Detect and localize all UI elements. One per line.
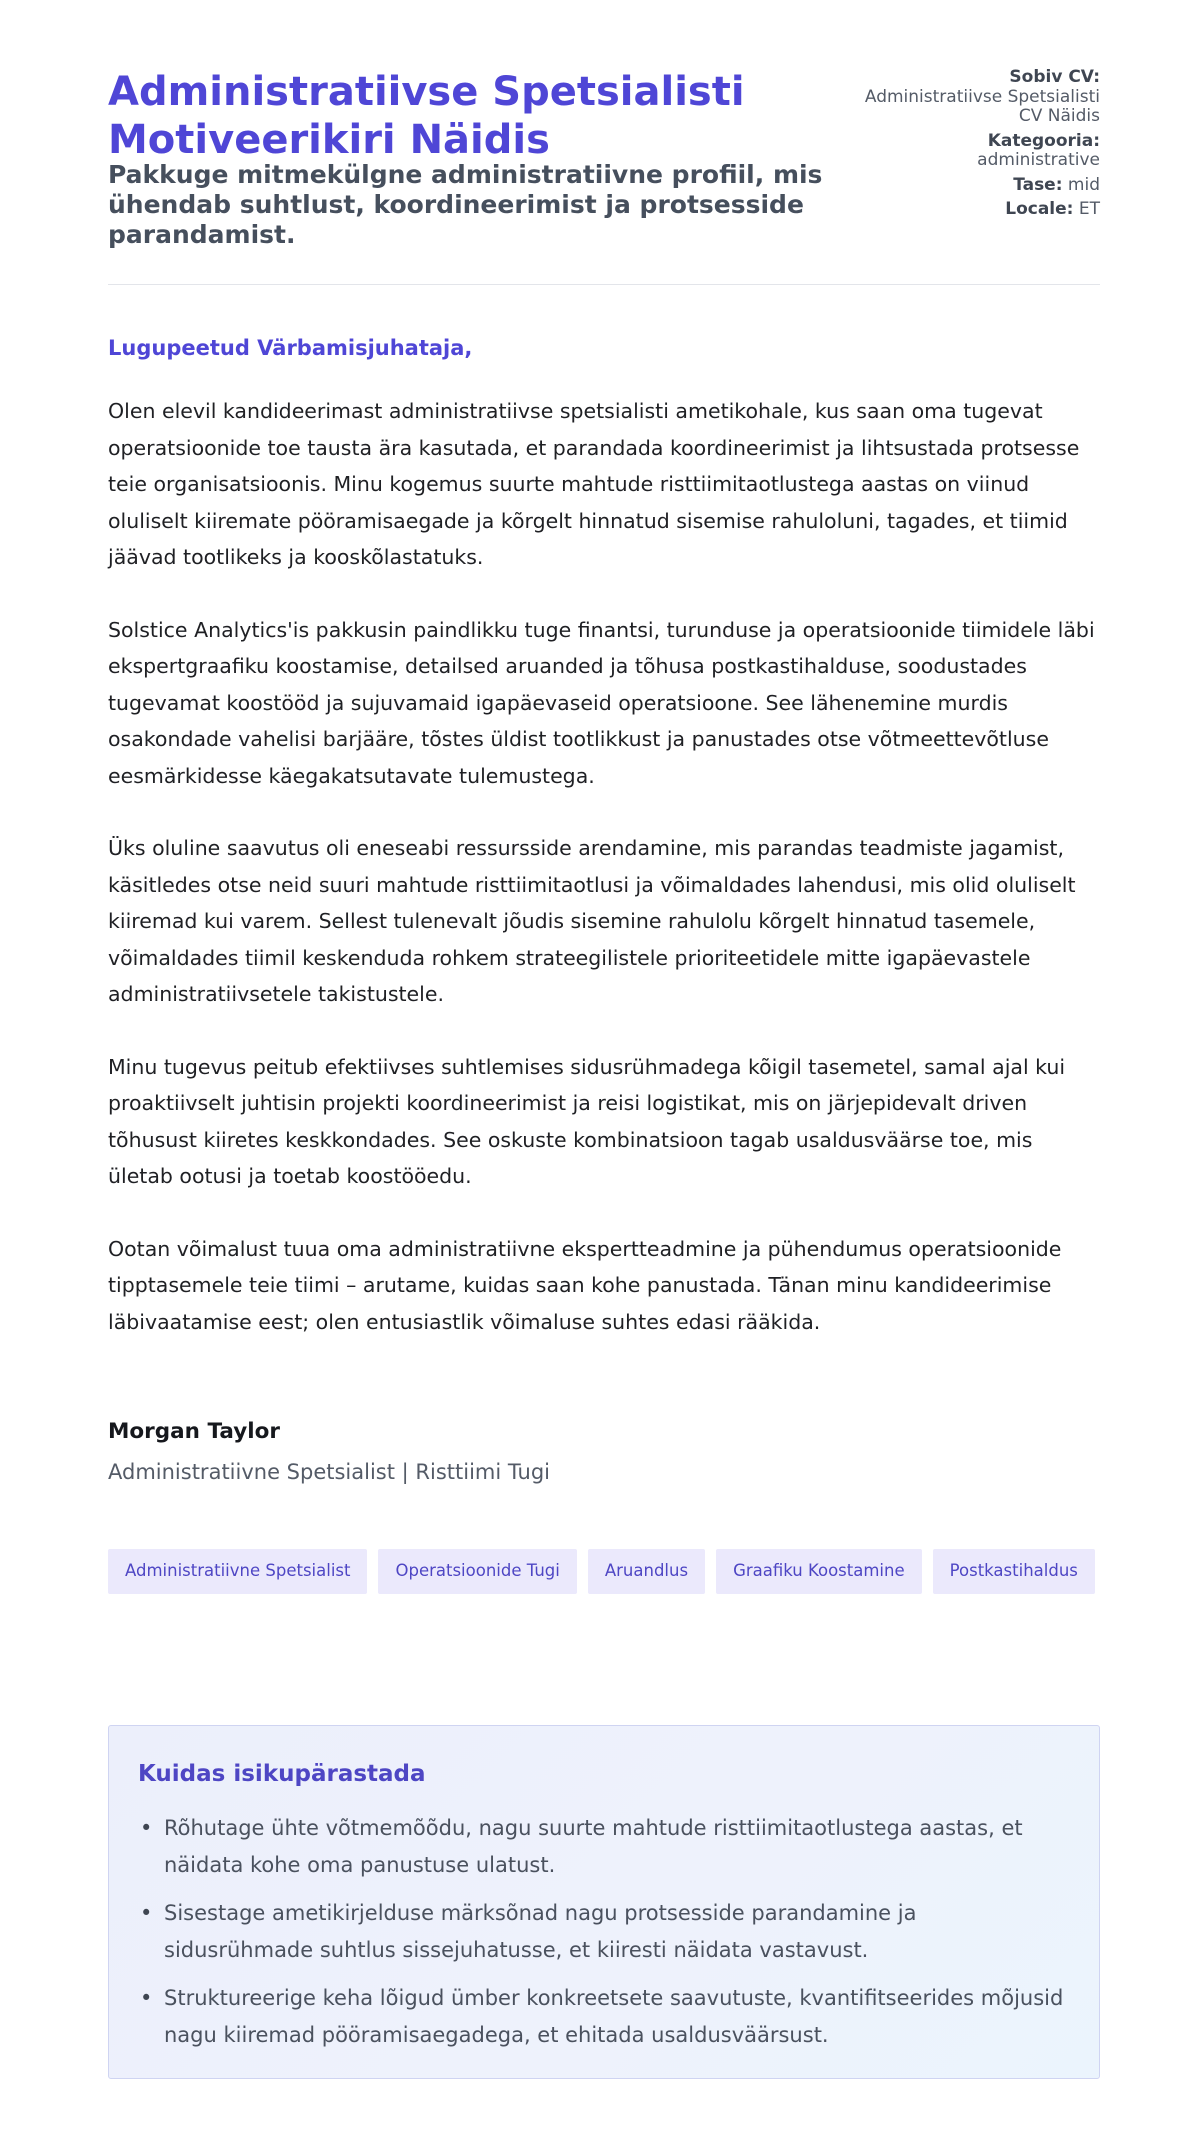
tip-text: Rõhutage ühte võtmemõõdu, nagu suurte mahtude risttiimitaotlustega aastas, et näidata kohe oma panustuse ulatust. [164,1816,1023,1877]
personalization-tips-box [108,1725,1100,2079]
tip-text: Sisestage ametikirjelduse märksõnad nagu protsesside parandamine ja sidusrühmade suhtlus sissejuhatusse, et kiiresti näidata vastavust. [164,1901,917,1962]
meta-cv-value: Administratiivse Spetsialisti CV Näidis [864,86,1100,126]
meta-locale-value: ET [1078,199,1100,219]
signature-role: Administratiivne Spetsialist | Risttiimi Tugi [108,1460,550,1484]
meta-level [860,176,1100,196]
meta-panel [860,68,1100,225]
meta-cv [860,68,1100,127]
skill-tag: Operatsioonide Tugi [378,1549,576,1594]
skill-tag: Administratiivne Spetsialist [108,1549,367,1594]
skill-tag: Postkastihaldus [933,1549,1095,1594]
meta-category-label: Kategooria: [987,130,1100,151]
skill-tag: Aruandlus [588,1549,705,1594]
signature-name: Morgan Taylor [108,1419,280,1444]
tip-text: Struktureerige keha lõigud ümber konkreetsete saavutuste, kvantifitseerides mõjusid nagu kiiremad pööramisaegadega, et ehitada usaldusväärsust. [164,1986,1064,2047]
bullet-icon: • [140,1816,153,1840]
letter-paragraph: Üks oluline saavutus oli eneseabi ressursside arendamine, mis parandas teadmiste jagamist, käsitledes otse neid suuri mahtude risttiimitaotlusi ja võimaldades lahendusi, mis olid oluliselt kiiremad kui varem. Sellest tulenevalt jõudis sisemine rahulolu kõrgelt hinnatud tasemele, võimaldades tiimil keskenduda rohkem strateegilistele prioriteetidele mitte igapäevastele administratiivsetele takistustele. [108,836,1076,1006]
page-subtitle: Pakkuge mitmekülgne administratiivne profiil, mis ühendab suhtlust, koordineerimist ja protsesside parandamist. [108,160,823,249]
letter-paragraph: Olen elevil kandideerimast administratiivse spetsialisti ametikohale, kus saan oma tugevat operatsioonide toe tausta ära kasutada, et parandada koordineerimist ja lihtsustada protsesse teie organisatsioonis. Minu kogemus suurte mahtude risttiimitaotlustega aastas on viinud oluliselt kiiremate pööramisaegade ja kõrgelt hinnatud sisemise rahuloluni, tagades, et tiimid jäävad tootlikeks ja kooskõlastatuks. [108,399,1080,569]
letter-paragraph: Minu tugevus peitub efektiivses suhtlemises sidusrühmadega kõigil tasemetel, samal ajal kui proaktiivselt juhtisin projekti koordineerimist ja reisi logistikat, mis on järjepidevalt driven tõhusust kiiretes keskkondades. See oskuste kombinatsioon tagab usaldusväärse toe, mis ületab ootusi ja toetab koostööedu. [108,1054,1066,1188]
tip-item [138,1810,1068,1884]
meta-category [860,132,1100,171]
meta-locale-label: Locale: [1005,199,1074,219]
meta-locale [860,200,1100,220]
skill-tag: Graafiku Koostamine [716,1549,922,1594]
letter-body [108,332,1100,1376]
letter-greeting: Lugupeetud Värbamisjuhataja, [108,336,473,360]
meta-cv-label: Sobiv CV: [1009,67,1100,87]
letter-paragraph: Solstice Analytics'is pakkusin paindlikku tuge finantsi, turunduse ja operatsioonide tiimidele läbi ekspertgraafiku koostamise, detailsed aruanded ja tõhusa postkastihalduse, soodustades tugevamat koostööd ja sujuvamaid igapäevaseid operatsioone. See lähenemine murdis osakondade vahelisi barjääre, tõstes üldist tootlikkust ja panustades otse võtmeettevõtluse eesmärkidesse käegakatsutavate tulemustega. [108,617,1095,788]
letter-paragraph: Ootan võimalust tuua oma administratiivne ekspertteadmine ja pühendumus operatsioonide tipptasemele teie tiimi – arutame, kuidas saan kohe panustada. Tänan minu kandideerimise läbivaatamise eest; olen entusiastlik võimaluse suhtes edasi rääkida. [108,1236,1062,1334]
meta-level-value: mid [1067,174,1100,195]
meta-level-label: Tase: [1013,174,1063,195]
document-header [108,68,1100,285]
meta-category-value: administrative [977,150,1100,170]
tip-item [138,1895,1068,1969]
tag-list [108,1549,1100,1594]
page-title: Administratiivse Spetsialisti Motiveerikiri Näidis [108,69,745,163]
tips-title: Kuidas isikupärastada [138,1761,426,1787]
bullet-icon: • [140,1986,153,2010]
bullet-icon: • [140,1901,153,1925]
tip-item [138,1980,1068,2054]
tips-list [138,1810,1068,2065]
